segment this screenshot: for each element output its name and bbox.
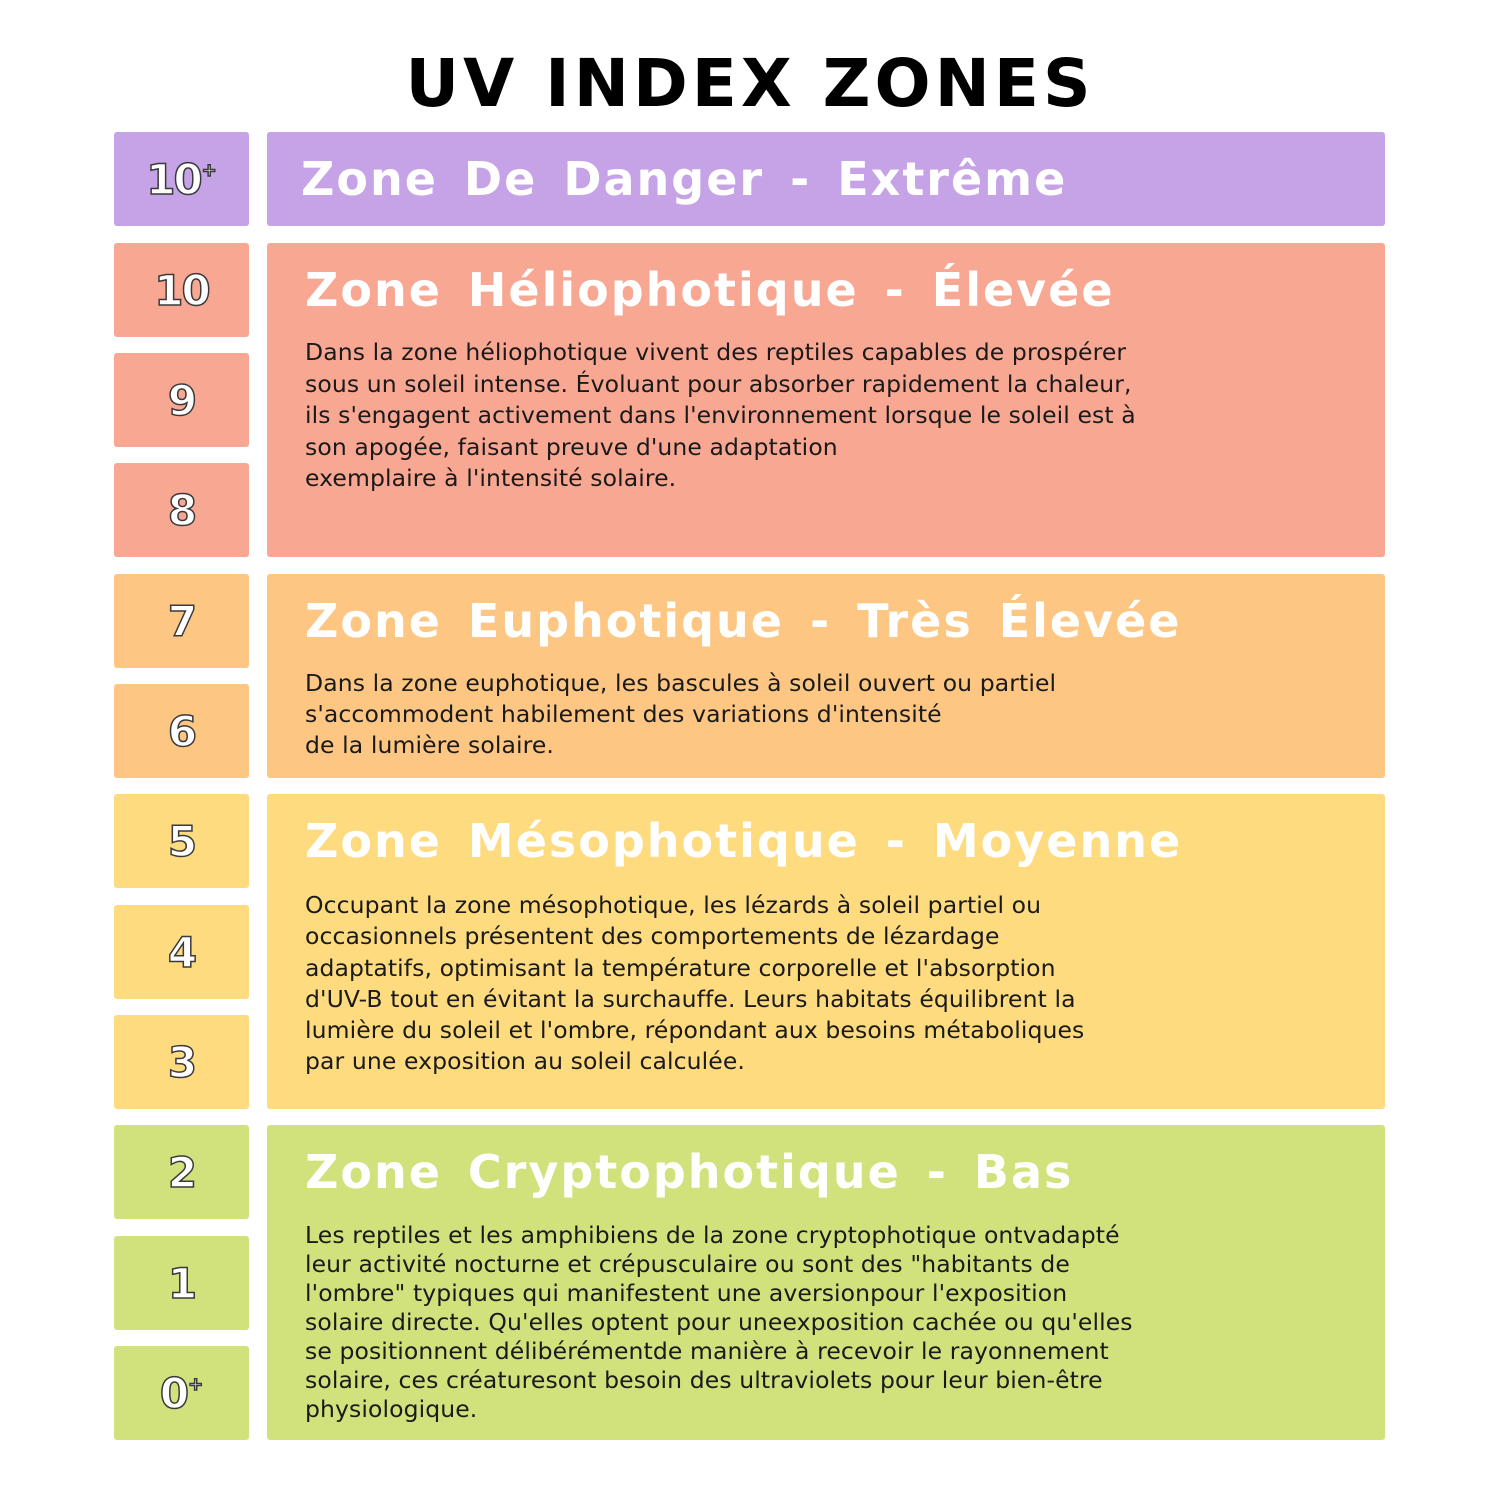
level-box-0-plus bbox=[114, 1346, 249, 1440]
level-box-10-plus bbox=[114, 132, 249, 226]
zone-description: Dans la zone héliophotique vivent des reptiles capables de prospérer sous un soleil intense. Évoluant pour absorber rapidement la chaleur, ils s'engagent activement dans l'environnement lorsque le soleil est à son apogée, faisant preuve d'une adaptation exemplaire à l'intensité solaire. bbox=[305, 338, 1136, 492]
level-box-10 bbox=[114, 243, 249, 337]
level-label: 8 bbox=[167, 485, 196, 535]
zone-title: Zone Cryptophotique - Bas bbox=[305, 1145, 1074, 1199]
level-box-3 bbox=[114, 1015, 249, 1109]
zone-title: Zone Mésophotique - Moyenne bbox=[305, 814, 1183, 868]
zone-panel-high bbox=[267, 243, 1385, 557]
level-label: 2 bbox=[167, 1147, 196, 1197]
level-box-7 bbox=[114, 574, 249, 668]
level-box-6 bbox=[114, 684, 249, 778]
level-label: 3 bbox=[167, 1037, 196, 1087]
zone-title: Zone Héliophotique - Élevée bbox=[305, 263, 1115, 317]
zone-title: Zone De Danger - Extrême bbox=[301, 152, 1068, 206]
level-label: 5 bbox=[167, 816, 196, 866]
level-box-5 bbox=[114, 794, 249, 888]
level-box-1 bbox=[114, 1236, 249, 1330]
level-box-8 bbox=[114, 463, 249, 557]
zone-panel-medium bbox=[267, 794, 1385, 1109]
level-box-9 bbox=[114, 353, 249, 447]
level-label: 7 bbox=[167, 596, 196, 646]
zone-description: Occupant la zone mésophotique, les lézards à soleil partiel ou occasionnels présentent des comportements de lézardage adaptatifs, optimisant la température corporelle et l'absorption d'UV-B tout en évitant la surchauffe. Leurs habitats équilibrent la lumière du soleil et l'ombre, répondant aux besoins métaboliques par une exposition au soleil calculée. bbox=[305, 891, 1085, 1076]
level-label: 6 bbox=[167, 706, 196, 756]
level-box-4 bbox=[114, 905, 249, 999]
zone-description: Dans la zone euphotique, les bascules à soleil ouvert ou partiel s'accommodent habilement des variations d'intensité de la lumière solaire. bbox=[305, 669, 1057, 759]
level-label: 10 bbox=[154, 265, 209, 315]
level-box-2 bbox=[114, 1125, 249, 1219]
zone-title: Zone Euphotique - Très Élevée bbox=[305, 594, 1182, 648]
zone-panel-low bbox=[267, 1125, 1385, 1440]
level-label: 0+ bbox=[159, 1368, 204, 1418]
level-label: 1 bbox=[167, 1258, 196, 1308]
zone-panel-very-high bbox=[267, 574, 1385, 778]
zone-description: Les reptiles et les amphibiens de la zone cryptophotique ontvadapté leur activité nocturne et crépusculaire ou sont des "habitants de l'ombre" typiques qui manifestent une aversionpour l'exposition solaire directe. Qu'elles optent pour uneexposition cachée ou qu'elles se positionnent délibérémentde manière à recevoir le rayonnement solaire, ces créaturesont besoin des ultraviolets pour leur bien-être physiologique. bbox=[305, 1221, 1133, 1423]
zone-panel-extreme bbox=[267, 132, 1385, 226]
level-label: 9 bbox=[167, 375, 196, 425]
page-title: UV INDEX ZONES bbox=[405, 45, 1095, 122]
level-label: 10+ bbox=[146, 154, 217, 204]
level-label: 4 bbox=[167, 927, 196, 977]
